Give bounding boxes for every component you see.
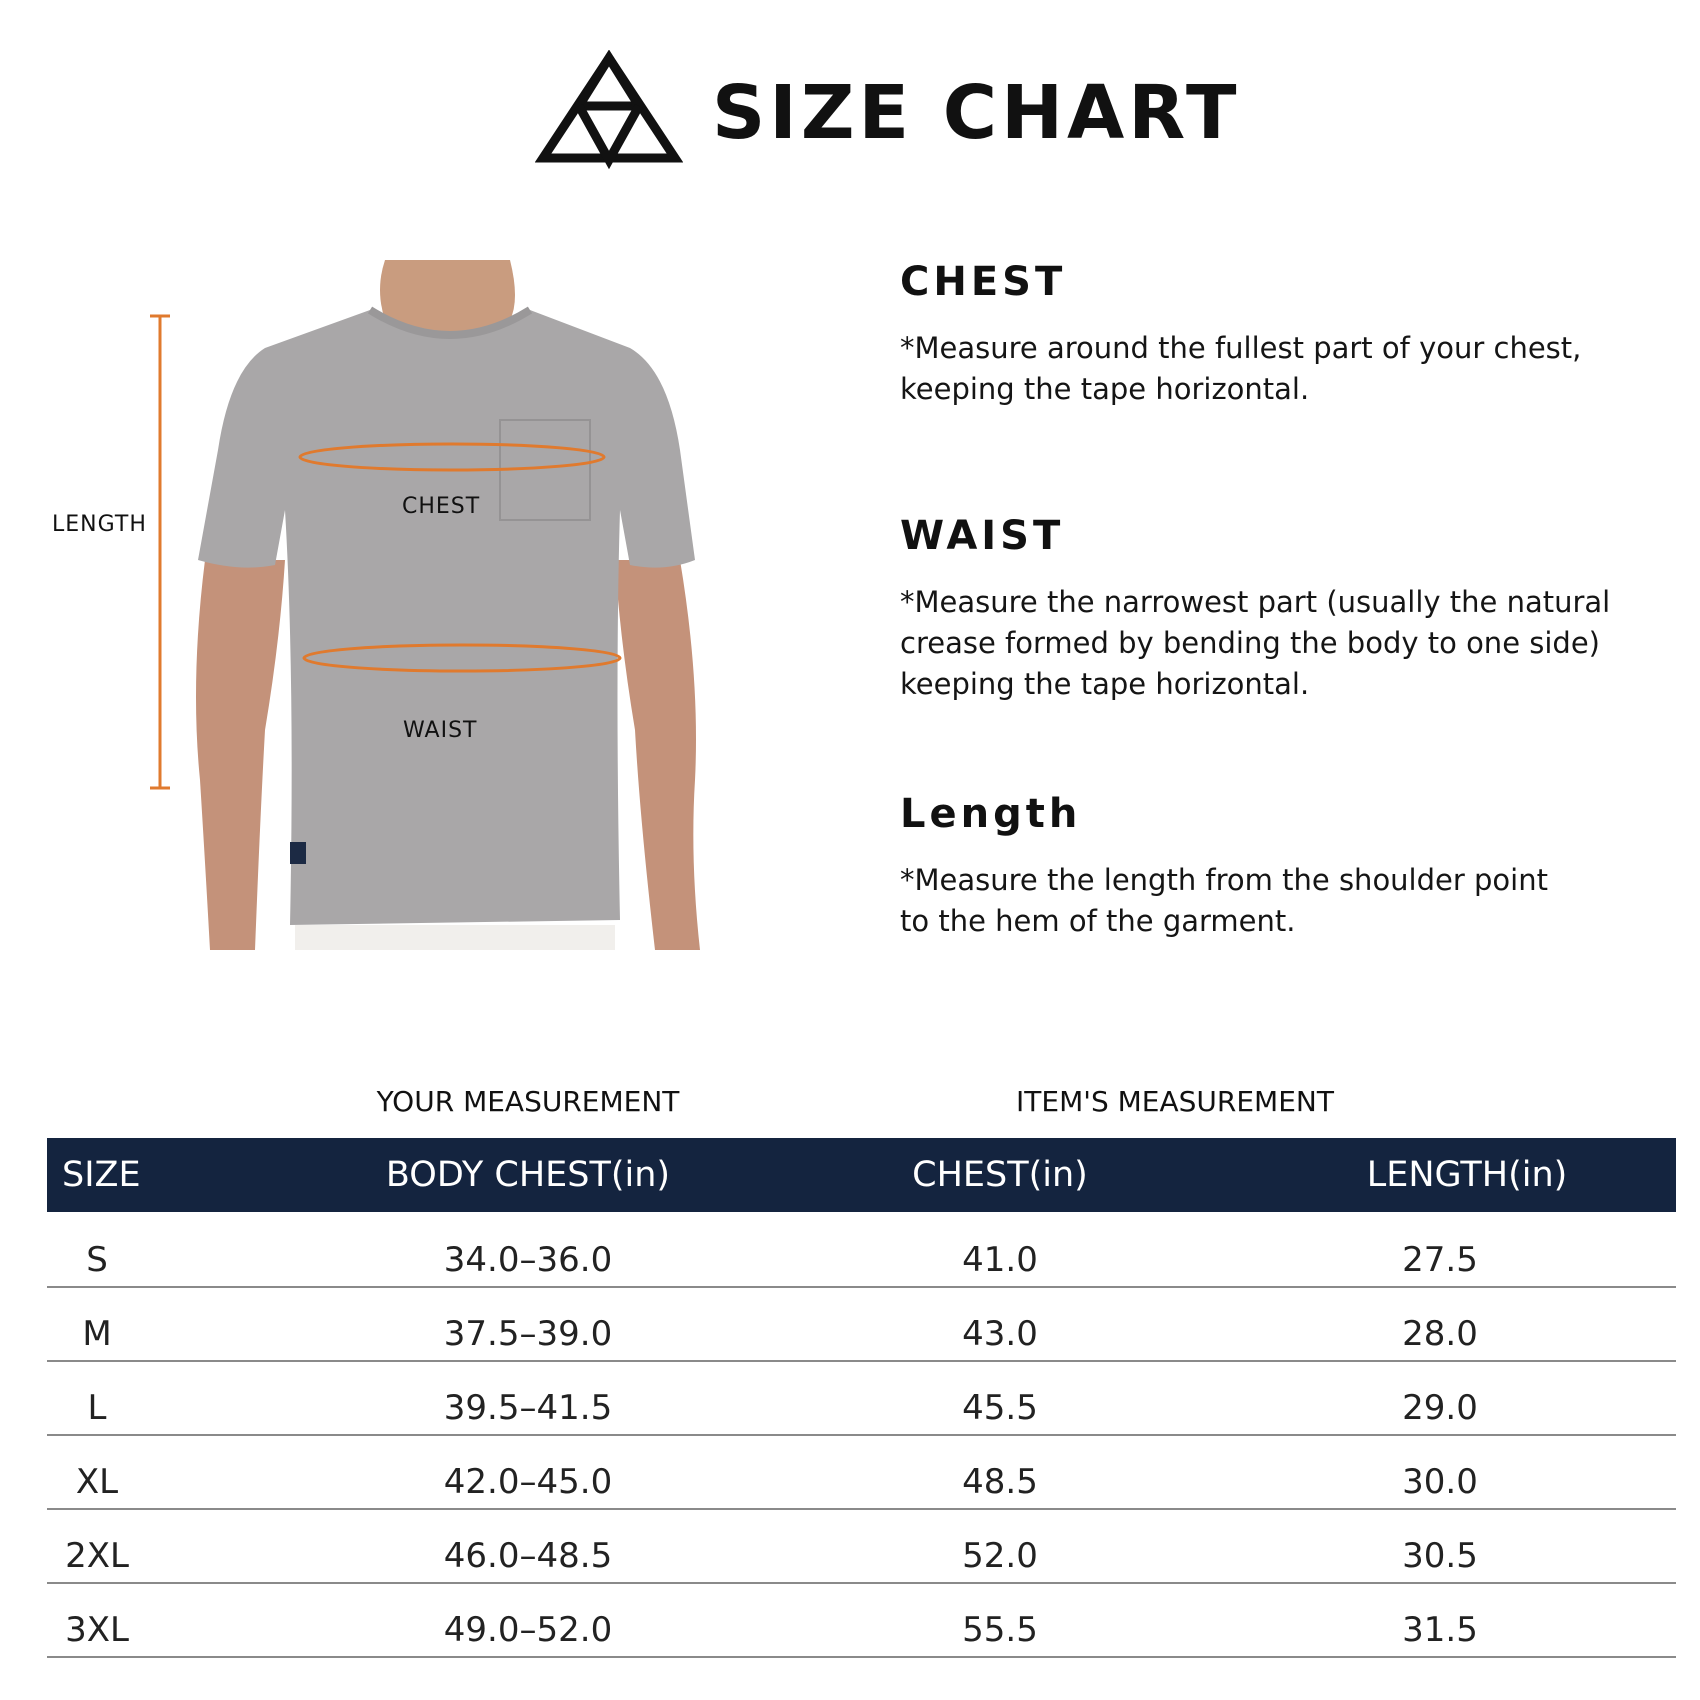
- cell-size: M: [82, 1314, 112, 1354]
- cell-chest: 55.5: [962, 1610, 1038, 1650]
- column-header-chest: CHEST(in): [912, 1155, 1088, 1195]
- header: [0, 40, 1700, 180]
- cell-body-chest: 39.5–41.5: [443, 1388, 613, 1428]
- page-title: SIZE CHART: [712, 70, 1241, 156]
- column-header-size: SIZE: [62, 1155, 141, 1195]
- cell-chest: 52.0: [962, 1536, 1038, 1576]
- cell-size: 3XL: [65, 1610, 129, 1650]
- left-arm: [196, 560, 285, 950]
- right-arm: [615, 560, 700, 950]
- cell-chest: 43.0: [962, 1314, 1038, 1354]
- table-row: [47, 1360, 1676, 1436]
- cell-length: 28.0: [1402, 1314, 1478, 1354]
- cell-size: XL: [75, 1462, 119, 1502]
- instruction-heading: WAIST: [900, 513, 1065, 559]
- table-row: [47, 1582, 1676, 1658]
- instruction-chest: [900, 258, 1660, 410]
- chest-label: CHEST: [402, 494, 481, 519]
- cell-chest: 41.0: [962, 1240, 1038, 1280]
- instruction-text: *Measure the narrowest part (usually the natural crease formed by bending the body to one side) keeping the tape horizontal.: [900, 585, 1611, 701]
- group-label-your-measurement: YOUR MEASUREMENT: [376, 1085, 680, 1118]
- cell-length: 30.5: [1402, 1536, 1478, 1576]
- cell-body-chest: 49.0–52.0: [443, 1610, 613, 1650]
- instruction-text: *Measure the length from the shoulder point to the hem of the garment.: [900, 863, 1548, 938]
- mountain-logo-icon: [535, 50, 683, 170]
- instruction-heading: Length: [900, 791, 1082, 837]
- cell-size: L: [87, 1388, 107, 1428]
- cell-body-chest: 34.0–36.0: [443, 1240, 613, 1280]
- length-measure-line: [150, 316, 170, 788]
- cell-body-chest: 37.5–39.0: [443, 1314, 613, 1354]
- instruction-text: *Measure around the fullest part of your chest, keeping the tape horizontal.: [900, 331, 1582, 406]
- cell-body-chest: 46.0–48.5: [443, 1536, 613, 1576]
- cell-length: 31.5: [1402, 1610, 1478, 1650]
- cell-length: 29.0: [1402, 1388, 1478, 1428]
- instruction-waist: [900, 512, 1660, 705]
- cell-body-chest: 42.0–45.0: [443, 1462, 613, 1502]
- waist-label: WAIST: [403, 718, 478, 743]
- tshirt-tag: [290, 842, 306, 864]
- tshirt-illustration: [40, 260, 720, 950]
- cell-size: S: [86, 1240, 108, 1280]
- cell-length: 27.5: [1402, 1240, 1478, 1280]
- instruction-heading: CHEST: [900, 259, 1067, 305]
- table-header: [47, 1138, 1676, 1212]
- length-label: LENGTH: [52, 512, 147, 537]
- cell-chest: 45.5: [962, 1388, 1038, 1428]
- group-label-item-measurement: ITEM'S MEASUREMENT: [1016, 1085, 1334, 1118]
- table-row: [47, 1508, 1676, 1584]
- column-header-body-chest: BODY CHEST(in): [385, 1155, 671, 1195]
- table-row: [47, 1212, 1676, 1288]
- cell-length: 30.0: [1402, 1462, 1478, 1502]
- cell-size: 2XL: [65, 1536, 129, 1576]
- model-figure: [40, 260, 720, 950]
- pants: [295, 925, 615, 950]
- table-row: [47, 1434, 1676, 1510]
- instruction-length: [900, 790, 1660, 942]
- column-header-length: LENGTH(in): [1366, 1155, 1568, 1195]
- table-row: [47, 1286, 1676, 1362]
- cell-chest: 48.5: [962, 1462, 1038, 1502]
